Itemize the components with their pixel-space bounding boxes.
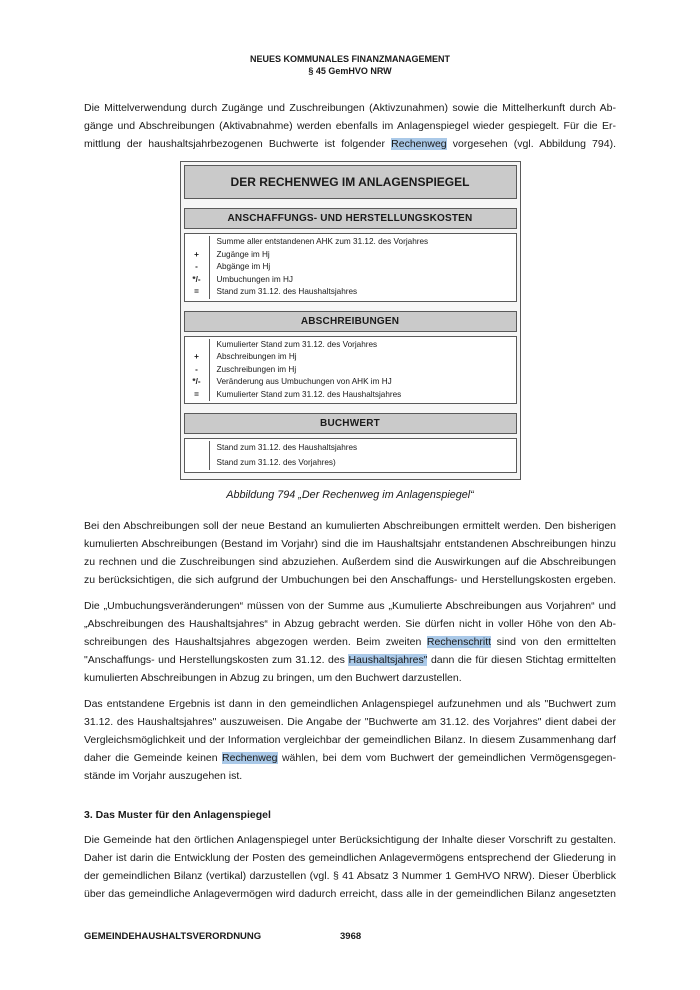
operator-cell [185, 441, 210, 456]
text-run: zu berücksichtigen, die sich aufgrund der Umbuchungen bei den Anschaffungs- und Herstellungskosten ergeben. [84, 574, 616, 586]
text-run: sind von den ermittelten [491, 636, 616, 648]
diagram-section-header: ABSCHREIBUNGEN [184, 311, 517, 332]
calc-row [185, 236, 516, 249]
text-run: mittlung der haushaltsjahrbezogenen Buchwerte ist folgender [84, 138, 392, 150]
search-highlight: Rechenweg [391, 138, 447, 150]
document-body [84, 99, 616, 903]
text-run: schreibungen des Haushaltsjahres abgezogen werden. Beim zweiten [84, 636, 427, 648]
figure-rechenweg-anlagenspiegel [180, 161, 521, 480]
text-run: vorgesehen (vgl. Abbildung 794). [446, 138, 616, 150]
description-cell: Stand zum 31.12. des Haushaltsjahres [216, 287, 358, 296]
description-cell: Kumulierter Stand zum 31.12. des Vorjahres [216, 339, 378, 349]
description-cell: Veränderung aus Umbuchungen von AHK im HJ [216, 377, 392, 386]
paragraph-1 [84, 99, 616, 153]
text-line [84, 849, 616, 867]
calc-row [185, 261, 516, 274]
text-run: „Abschreibungen des Haushaltsjahres“ in Abzug gebracht werden. Sie dürfen nicht in voller Höhe von den Ab- [84, 618, 616, 630]
footer-title: GEMEINDEHAUSHALTSVERORDNUNG [84, 931, 262, 942]
text-line [84, 731, 616, 749]
text-run: 31.12. des Haushaltsjahres" auszuweisen. Die Angabe der "Buchwerte am 31.12. des Vorjahres" dient dabei der [84, 716, 616, 728]
text-line [84, 867, 616, 885]
operator-cell: = [185, 389, 210, 402]
search-highlight: Rechenweg [222, 752, 278, 764]
text-run: zu rechnen und die Zuschreibungen sind abzuziehen. Außerdem sind die Auswirkungen auf die Abschreibungen [84, 556, 616, 568]
text-run: Bei den Abschreibungen soll der neue Bestand an kumulierten Abschreibungen ermittelt werden. Den bisherigen [84, 520, 616, 532]
text-line [84, 767, 616, 785]
description-cell: Zugänge im Hj [216, 249, 270, 259]
calc-row [185, 339, 516, 352]
calc-row [185, 376, 516, 389]
text-line [84, 749, 616, 767]
paragraph-4 [84, 695, 616, 785]
text-line [84, 135, 616, 153]
operator-cell [185, 456, 210, 471]
text-run: Die Gemeinde hat den örtlichen Anlagenspiegel unter Berücksichtigung der Inhalte dieser Vorschrift zu gestalten. [84, 834, 616, 846]
text-run: daher die Gemeinde keinen [84, 752, 223, 764]
page-footer [84, 931, 616, 942]
description-cell: Umbuchungen im HJ [216, 274, 293, 284]
text-line [84, 831, 616, 849]
text-run: "Anschaffungs- und Herstellungskosten zum 31.12. des [84, 654, 349, 666]
operator-cell [185, 236, 210, 249]
text-line [84, 669, 616, 687]
calc-row [185, 249, 516, 262]
diagram-section-header: BUCHWERT [184, 413, 517, 434]
text-run: Die „Umbuchungsveränderungen“ müssen von der Summe aus „Kumulierte Abschreibungen aus Vorjahren“ und [84, 600, 616, 612]
diagram-section-header: ANSCHAFFUNGS- UND HERSTELLUNGSKOSTEN [184, 208, 517, 229]
text-line [84, 713, 616, 731]
text-line [84, 651, 616, 669]
diagram-sections [184, 208, 517, 473]
text-line [84, 571, 616, 589]
paragraph-5 [84, 831, 616, 903]
page-number: 3968 [340, 931, 362, 942]
text-line [84, 633, 616, 651]
header-title: NEUES KOMMUNALES FINANZMANAGEMENT [250, 54, 450, 64]
diagram-title: DER RECHENWEG IM ANLAGENSPIEGEL [184, 165, 517, 199]
text-run: Daher ist darin die Entwicklung der Posten des gemeindlichen Anlagevermögens entsprechend der Gliederung in [84, 852, 616, 864]
paragraph-2 [84, 517, 616, 589]
description-cell: Abgänge im Hj [216, 262, 271, 271]
text-line [84, 553, 616, 571]
description-cell: Stand zum 31.12. des Haushaltsjahres [216, 443, 358, 452]
description-cell: Stand zum 31.12. des Vorjahres) [216, 457, 336, 467]
operator-cell [185, 339, 210, 352]
calc-row [185, 389, 516, 402]
search-highlight: Rechenschritt [426, 636, 492, 648]
diagram-calc-table [184, 336, 517, 405]
diagram-calc-table [184, 233, 517, 302]
operator-cell: */- [185, 376, 210, 389]
operator-cell: - [185, 261, 210, 274]
text-run: Die Mittelverwendung durch Zugänge und Zuschreibungen (Aktivzunahmen) sowie die Mittelherkunft durch Ab- [84, 102, 616, 114]
text-line [84, 117, 616, 135]
text-run: über das gemeindliche Anlagevermögen wird dadurch erreicht, dass alle in der gemeindlichen Bilanz angesetzten [84, 888, 616, 900]
text-run: kumulierten Abschreibungen in Abzug zu bringen, um den Buchwert darzustellen. [84, 672, 462, 684]
text-line [84, 535, 616, 553]
text-line [84, 885, 616, 903]
text-line [84, 597, 616, 615]
text-run: dann die für diesen Stichtag ermittelten [427, 654, 616, 666]
text-run: gänge und Abschreibungen (Aktivabnahme) werden ebenfalls im Anlagenspiegel wieder gespiegelt. Für die Er- [84, 120, 616, 132]
text-line [84, 517, 616, 535]
search-highlight: Haushaltsjahres" [348, 654, 428, 666]
text-line [84, 695, 616, 713]
operator-cell: - [185, 364, 210, 377]
paragraph-3 [84, 597, 616, 687]
operator-cell: */- [185, 274, 210, 287]
calc-row [185, 351, 516, 364]
text-run: Das entstandene Ergebnis ist dann in den gemeindlichen Anlagenspiegel aufzunehmen und als "Buchwert zum [84, 698, 616, 710]
operator-cell: + [185, 249, 210, 262]
calc-row [185, 286, 516, 299]
calc-row [185, 364, 516, 377]
operator-cell: = [185, 286, 210, 299]
description-cell: Kumulierter Stand zum 31.12. des Haushaltsjahres [216, 389, 402, 399]
text-run: kumulierten Abschreibungen (Bestand im Vorjahr) sind die im Haushaltsjahr entstandenen Abschreibungen hinzu [84, 538, 616, 550]
description-cell: Zuschreibungen im Hj [216, 364, 297, 374]
diagram-calc-table [184, 438, 517, 473]
text-run: der gemeindlichen Bilanz (vertikal) darzustellen (vgl. § 41 Absatz 3 Nummer 1 GemHVO NRW). Dieser Überblick [84, 870, 616, 882]
text-run: wählen, bei dem vom Buchwert der gemeindlichen Vermögensgegen- [277, 752, 616, 764]
text-run: stände im Vorjahr auszugehen ist. [84, 770, 243, 782]
document-header [84, 0, 616, 77]
description-cell: Summe aller entstandenen AHK zum 31.12. des Vorjahres [216, 237, 429, 246]
operator-cell: + [185, 351, 210, 364]
figure-caption: Abbildung 794 „Der Rechenweg im Anlagenspiegel“ [226, 489, 474, 501]
section-heading: 3. Das Muster für den Anlagenspiegel [84, 809, 271, 821]
calc-row [185, 456, 516, 471]
calc-row [185, 441, 516, 456]
text-run: Vergleichsmöglichkeit und der Information vergleichbar der gemeindlichen Bilanz. In diesem Zusammenhang darf [84, 734, 616, 746]
header-subtitle: § 45 GemHVO NRW [308, 66, 392, 76]
text-line [84, 615, 616, 633]
calc-row [185, 274, 516, 287]
text-line [84, 99, 616, 117]
description-cell: Abschreibungen im Hj [216, 352, 297, 361]
